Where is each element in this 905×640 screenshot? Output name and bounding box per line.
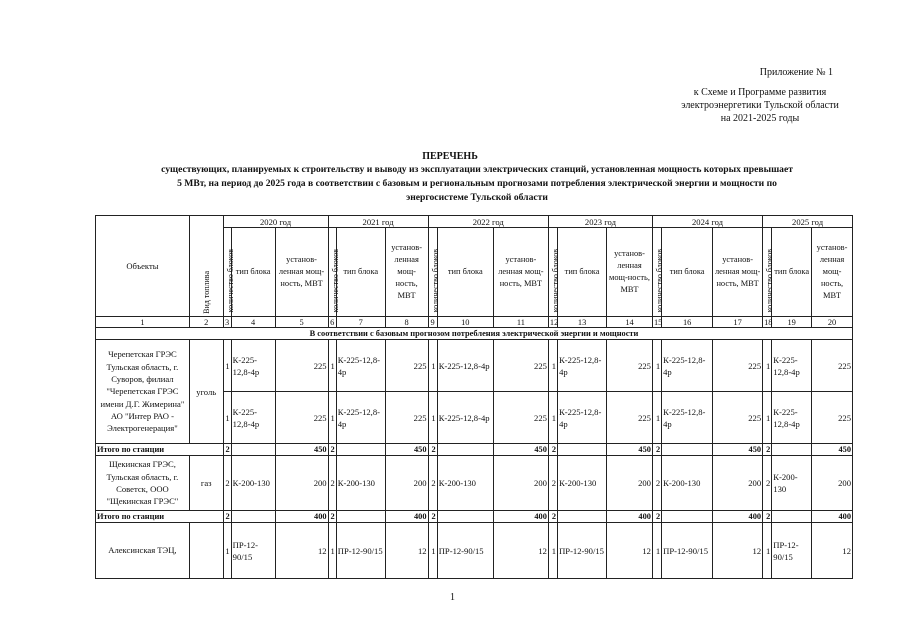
mw-header: установ-ленная мощ-ность, МВТ	[607, 228, 653, 317]
installed-capacity: 200	[385, 456, 428, 511]
total-count: 2	[548, 444, 557, 456]
block-type: К-200-130	[437, 456, 493, 511]
block-count: 2	[652, 456, 661, 511]
installed-capacity: 225	[607, 392, 653, 444]
total-count: 2	[223, 511, 231, 523]
block-type: ПР-12-90/15	[772, 523, 812, 579]
count-header	[548, 228, 560, 317]
count-header-label: количество блоков	[330, 248, 340, 312]
installed-capacity: 225	[275, 340, 328, 392]
installed-capacity: 225	[607, 340, 653, 392]
fuel-type	[189, 523, 223, 579]
total-type-empty	[231, 444, 275, 456]
total-capacity: 400	[607, 511, 653, 523]
column-number: 20	[812, 317, 853, 328]
total-capacity: 450	[713, 444, 763, 456]
block-type: К-225-12,8-4р	[231, 392, 275, 444]
installed-capacity: 12	[607, 523, 653, 579]
total-type-empty	[558, 444, 607, 456]
subtitle-line-2: 5 МВт, на период до 2025 года в соответствии с базовым и региональным прогнозами потребления электрической энергии и мощности по	[177, 178, 777, 189]
total-type-empty	[662, 511, 713, 523]
table-row	[96, 456, 853, 511]
document-subtitle	[96, 163, 858, 205]
column-number: 10	[437, 317, 493, 328]
block-count: 1	[652, 392, 661, 444]
block-type: К-200-130	[336, 456, 385, 511]
column-number: 12	[549, 317, 559, 327]
total-capacity: 450	[493, 444, 548, 456]
installed-capacity: 225	[275, 392, 328, 444]
subtitle-line-3: энергосистеме Тульской области	[406, 192, 548, 203]
year-2023: 2023 год	[548, 216, 652, 228]
station-name: Алексинская ТЭЦ,	[96, 523, 190, 579]
mw-header: установ-ленная мощ-ность, МВТ	[493, 228, 548, 317]
block-type: ПР-12-90/15	[437, 523, 493, 579]
count-header	[763, 228, 775, 317]
total-capacity: 400	[713, 511, 763, 523]
block-type: К-225-12,8-4р	[772, 392, 812, 444]
total-type-empty	[336, 511, 385, 523]
total-count: 2	[652, 444, 661, 456]
block-type: К-200-130	[231, 456, 275, 511]
total-count: 2	[328, 444, 336, 456]
section-row	[96, 328, 853, 340]
section-title: В соответствии с базовым прогнозом потребления электрической энергии и мощности	[96, 328, 853, 340]
installed-capacity: 200	[493, 456, 548, 511]
block-count: 1	[428, 392, 437, 444]
total-capacity: 450	[385, 444, 428, 456]
column-number: 17	[713, 317, 763, 328]
total-capacity: 450	[607, 444, 653, 456]
total-count: 2	[328, 511, 336, 523]
block-count: 1	[428, 523, 437, 579]
total-count: 2	[428, 444, 437, 456]
column-number: 11	[493, 317, 548, 328]
column-number: 14	[607, 317, 653, 328]
total-capacity: 450	[812, 444, 853, 456]
count-header-label: количество блоков	[225, 248, 235, 312]
installed-capacity: 12	[713, 523, 763, 579]
installed-capacity: 12	[812, 523, 853, 579]
total-count: 2	[223, 444, 231, 456]
total-type-empty	[558, 511, 607, 523]
block-count: 1	[328, 340, 336, 392]
appendix-line-2: электроэнергетики Тульской области	[681, 100, 839, 111]
type-header: тип блока	[662, 228, 713, 317]
column-number: 6	[330, 317, 335, 327]
year-2021: 2021 год	[328, 216, 428, 228]
mw-header: установ-ленная мощ-ность, МВТ	[385, 228, 428, 317]
total-count: 2	[763, 511, 772, 523]
total-capacity: 400	[493, 511, 548, 523]
block-type: К-225-12,8-4р	[558, 392, 607, 444]
block-type: К-200-130	[772, 456, 812, 511]
installed-capacity: 200	[812, 456, 853, 511]
block-count: 2	[428, 456, 437, 511]
mw-header: установ-ленная мощ-ность, МВТ	[713, 228, 763, 317]
block-type: К-225-12,8-4р	[336, 340, 385, 392]
count-header-label: количество блоков	[550, 248, 560, 312]
appendix-label: Приложение № 1	[759, 67, 833, 78]
block-type: К-225-12,8-4р	[772, 340, 812, 392]
total-capacity: 400	[275, 511, 328, 523]
type-header: тип блока	[231, 228, 275, 317]
installed-capacity: 200	[607, 456, 653, 511]
block-type: К-225-12,8-4р	[662, 340, 713, 392]
total-capacity: 400	[812, 511, 853, 523]
block-type: К-200-130	[558, 456, 607, 511]
block-type: ПР-12-90/15	[662, 523, 713, 579]
year-header-row	[96, 216, 853, 228]
column-number: 5	[275, 317, 328, 328]
fuel-type: газ	[189, 456, 223, 511]
station-name: Черепетская ГРЭС Тульская область, г. Суворов, филиал "Черепетская ГРЭС имени Д.Г. Жимерина" АО "Интер РАО - Электрогенерация"	[96, 340, 190, 444]
total-count: 2	[428, 511, 437, 523]
block-count: 2	[328, 456, 336, 511]
installed-capacity: 225	[812, 340, 853, 392]
block-type: К-225-12,8-4р	[336, 392, 385, 444]
block-count: 1	[652, 523, 661, 579]
type-header: тип блока	[558, 228, 607, 317]
block-count: 1	[328, 392, 336, 444]
block-count: 1	[763, 523, 772, 579]
page-number: 1	[450, 592, 455, 603]
block-type: ПР-12-90/15	[336, 523, 385, 579]
count-header	[652, 228, 664, 317]
column-number: 4	[231, 317, 275, 328]
table-row	[96, 523, 853, 579]
station-total-row	[96, 444, 853, 456]
column-number: 19	[772, 317, 812, 328]
total-type-empty	[662, 444, 713, 456]
count-header	[428, 228, 440, 317]
block-type: К-225-12,8-4р	[558, 340, 607, 392]
block-count: 1	[328, 523, 336, 579]
year-2025: 2025 год	[763, 216, 853, 228]
total-count: 2	[763, 444, 772, 456]
year-2024: 2024 год	[652, 216, 762, 228]
column-number: 18	[764, 317, 773, 327]
block-type: К-200-130	[662, 456, 713, 511]
fuel-header	[189, 216, 223, 317]
station-total-row	[96, 511, 853, 523]
block-count: 1	[763, 392, 772, 444]
column-number: 15	[653, 317, 663, 327]
block-count: 2	[223, 456, 231, 511]
installed-capacity: 12	[275, 523, 328, 579]
column-number: 9	[428, 317, 437, 328]
type-header: тип блока	[437, 228, 493, 317]
count-header-label: количество блоков	[765, 248, 775, 312]
column-number-row	[96, 317, 853, 328]
table-row	[96, 340, 853, 392]
total-count: 2	[652, 511, 661, 523]
column-number: 3	[225, 317, 230, 327]
total-type-empty	[772, 511, 812, 523]
column-number: 7	[336, 317, 385, 328]
block-type: К-225-12,8-4р	[437, 340, 493, 392]
total-type-empty	[437, 511, 493, 523]
installed-capacity: 225	[385, 392, 428, 444]
installed-capacity: 225	[713, 392, 763, 444]
document-title: ПЕРЕЧЕНЬ	[422, 151, 478, 162]
block-count: 1	[223, 523, 231, 579]
installed-capacity: 225	[493, 392, 548, 444]
objects-header: Объекты	[96, 216, 190, 317]
block-count: 1	[548, 392, 557, 444]
station-name: Щекинская ГРЭС, Тульская область, г. Советск, ООО "Щекинская ГРЭС"	[96, 456, 190, 511]
count-header	[223, 228, 235, 317]
column-number: 13	[558, 317, 607, 328]
block-count: 1	[428, 340, 437, 392]
station-total-label: Итого по станции	[96, 511, 224, 523]
installed-capacity: 225	[493, 340, 548, 392]
block-count: 1	[548, 523, 557, 579]
block-count: 1	[548, 340, 557, 392]
mw-header: установ-ленная мощ-ность, МВТ	[275, 228, 328, 317]
total-capacity: 400	[385, 511, 428, 523]
mw-header: установ-ленная мощ-ность, МВТ	[812, 228, 853, 317]
type-header: тип блока	[772, 228, 812, 317]
count-header	[328, 228, 340, 317]
subtitle-line-1: существующих, планируемых к строительству и выводу из эксплуатации электрических станций, установленная мощность которых превышает	[161, 164, 793, 175]
station-total-label: Итого по станции	[96, 444, 224, 456]
block-type: К-225-12,8-4р	[231, 340, 275, 392]
year-2020: 2020 год	[223, 216, 328, 228]
installed-capacity: 200	[275, 456, 328, 511]
count-header-label: количество блоков	[654, 248, 664, 312]
installed-capacity: 225	[812, 392, 853, 444]
block-type: ПР-12-90/15	[231, 523, 275, 579]
block-type: ПР-12-90/15	[558, 523, 607, 579]
total-type-empty	[336, 444, 385, 456]
installed-capacity: 12	[493, 523, 548, 579]
total-type-empty	[231, 511, 275, 523]
appendix-line-1: к Схеме и Программе развития	[693, 87, 827, 98]
block-count: 2	[548, 456, 557, 511]
total-type-empty	[437, 444, 493, 456]
count-header-label: количество блоков	[430, 248, 440, 312]
block-count: 1	[223, 340, 231, 392]
block-type: К-225-12,8-4р	[437, 392, 493, 444]
block-count: 2	[763, 456, 772, 511]
column-number: 1	[96, 317, 190, 328]
total-capacity: 450	[275, 444, 328, 456]
block-count: 1	[763, 340, 772, 392]
block-count: 1	[223, 392, 231, 444]
installed-capacity: 200	[713, 456, 763, 511]
column-number: 16	[662, 317, 713, 328]
installed-capacity: 225	[713, 340, 763, 392]
installed-capacity: 12	[385, 523, 428, 579]
column-number: 8	[385, 317, 428, 328]
year-2022: 2022 год	[428, 216, 548, 228]
column-number: 2	[189, 317, 223, 328]
type-header: тип блока	[336, 228, 385, 317]
block-type: К-225-12,8-4р	[662, 392, 713, 444]
block-count: 1	[652, 340, 661, 392]
power-stations-table	[95, 215, 853, 579]
fuel-type: уголь	[189, 340, 223, 444]
fuel-header-label: Вид топлива	[201, 271, 211, 314]
total-type-empty	[772, 444, 812, 456]
total-count: 2	[548, 511, 557, 523]
installed-capacity: 225	[385, 340, 428, 392]
appendix-line-3: на 2021-2025 годы	[720, 113, 800, 124]
appendix-subtitle	[660, 86, 860, 125]
